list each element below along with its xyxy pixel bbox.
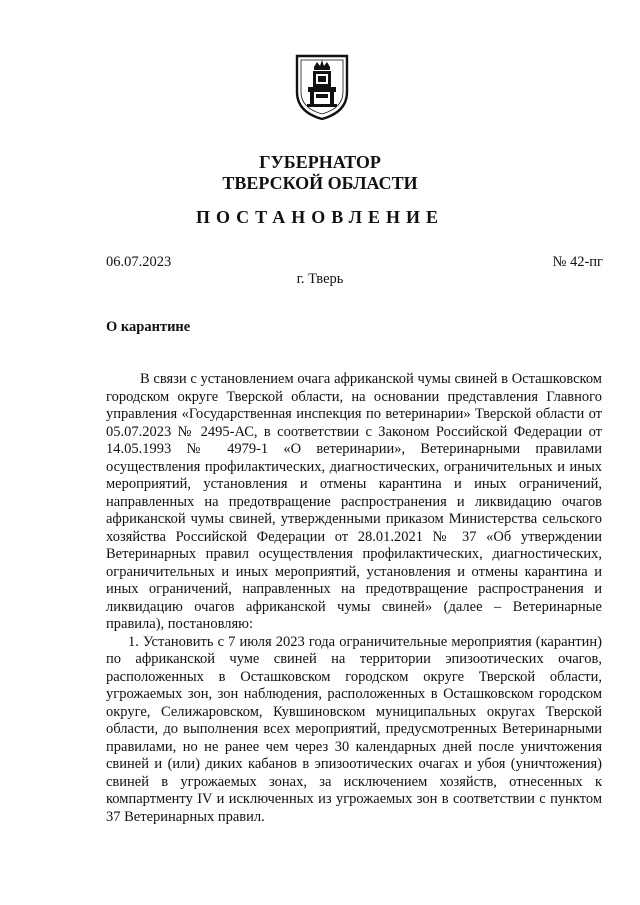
document-date: 06.07.2023 <box>106 254 172 270</box>
document-subject: О карантине <box>106 319 191 335</box>
region-title: ТВЕРСКОЙ ОБЛАСТИ <box>222 173 418 193</box>
paragraph-preamble: В связи с установлением очага африканской чумы свиней в Осташковском городском округе Тверской области, на основании представления Главного управления «Государственная инспекция по ветеринарии» Тверской области от 05.07.2023 № 2495-АС, в соответствии с Законом Российской Федерации от 14.05.1993 № 4979-1 «О ветеринарии», Ветеринарными правилами осуществления профилактических, диагностических, ограничительных и иных мероприятий, установления и отмены карантина и иных ограничений, направленных на предотвращение распространения и ликвидацию очагов африканской чумы свиней, утвержденными приказом Министерства сельского хозяйства Российской Федерации от 28.01.2021 № 37 «Об утверждении Ветеринарных правил осуществления профилактических, диагностических, ограничительных и иных мероприятий, установления и отмены карантина и иных ограничений, направленных на предотвращение распространения и ликвидацию очагов африканской чумы свиней» (далее – Ветеринарные правила), постановляю: <box>106 371 602 632</box>
document-city: г. Тверь <box>296 271 344 287</box>
document-body <box>106 371 602 826</box>
governor-title: ГУБЕРНАТОР <box>259 152 381 172</box>
document-number: № 42-пг <box>552 254 603 270</box>
coat-of-arms-icon <box>292 52 352 122</box>
document-type: ПОСТАНОВЛЕНИЕ <box>195 207 445 227</box>
paragraph-item-1: 1. Установить с 7 июля 2023 года ограничительные мероприятия (карантин) по африканской чуме свиней на территории эпизоотических очагов, расположенных в Осташковском городском округе Тверской области, угрожаемых зон, зон наблюдения, расположенных в Осташковском городском округе, Селижаровском, Кувшиновском муниципальных округах Тверской области, до выполнения всех мероприятий, предусмотренных Ветеринарными правилами, но не ранее чем через 30 календарных дней после уничтожения свиней и (или) диких кабанов в эпизоотических очагах и убоя (уничтожения) свиней в угрожаемых зонах, за исключением хозяйств, отнесенных к компартменту IV и исключенных из угрожаемых зон в соответствии с пунктом 37 Ветеринарных правил. <box>106 633 602 825</box>
